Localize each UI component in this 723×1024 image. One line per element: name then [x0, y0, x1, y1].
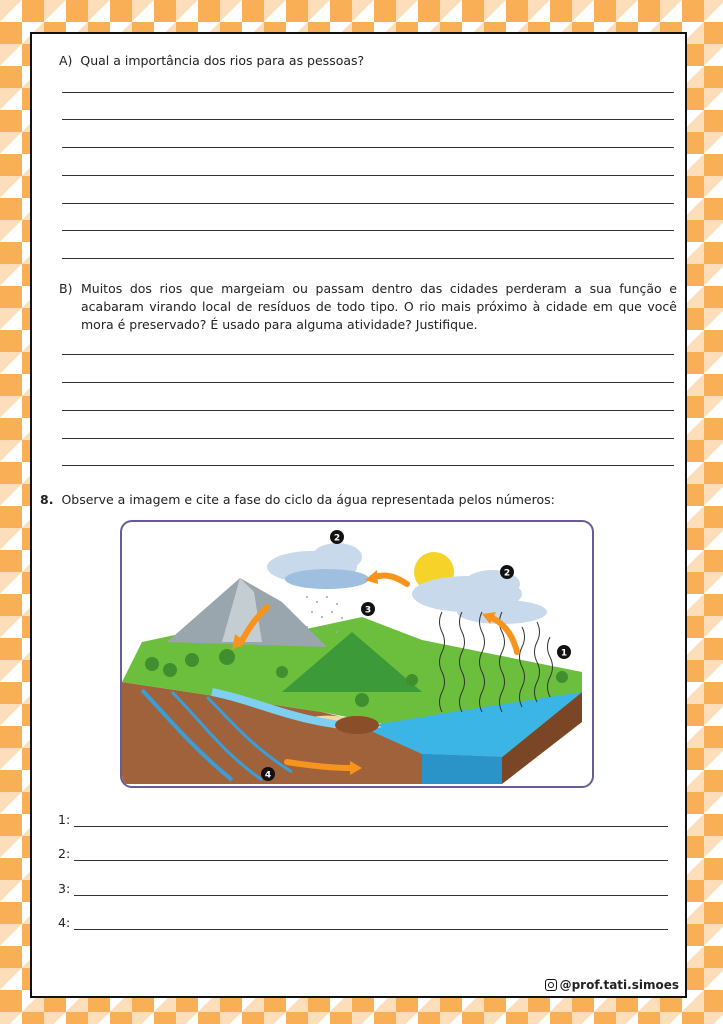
answer-line[interactable] — [62, 175, 674, 176]
answer-line[interactable] — [62, 119, 674, 120]
answer-label: 4: — [58, 915, 71, 930]
answer-row-3[interactable] — [58, 879, 668, 899]
author-handle: @prof.tati.simoes — [559, 978, 679, 992]
rain-cloud — [285, 569, 369, 589]
question-b — [59, 280, 677, 334]
answer-line[interactable] — [74, 860, 668, 861]
marker-2 — [330, 530, 344, 544]
instagram-icon — [545, 979, 557, 991]
marker-2b — [500, 565, 514, 579]
answer-row-1[interactable] — [58, 810, 668, 830]
rocks — [335, 716, 379, 734]
water-cycle-illustration — [120, 520, 594, 788]
answer-row-2[interactable] — [58, 844, 668, 864]
question-8-number: 8. — [40, 492, 54, 507]
answer-line[interactable] — [62, 382, 674, 383]
question-a-text: Qual a importância dos rios para as pessoas? — [80, 53, 365, 68]
answer-line[interactable] — [74, 826, 668, 827]
marker-4-label: 4 — [264, 770, 272, 781]
question-b-text: Muitos dos rios que margeiam ou passam dentro das cidades perderam a sua função e acabaram virando local de resíduos de todo tipo. O rio mais próximo à cidade em que você mora é preservado? É usado para alguma atividade? Justifique. — [81, 281, 677, 332]
answer-label: 3: — [58, 881, 71, 896]
answer-line[interactable] — [62, 438, 674, 439]
question-b-label: B) — [59, 281, 73, 296]
answer-line[interactable] — [62, 230, 674, 231]
question-8 — [40, 492, 555, 507]
marker-1-label: 1 — [560, 648, 568, 659]
answer-line[interactable] — [62, 203, 674, 204]
answer-label: 1: — [58, 812, 71, 827]
answer-line[interactable] — [62, 92, 674, 93]
answer-line[interactable] — [62, 354, 674, 355]
answer-label: 2: — [58, 846, 71, 861]
worksheet-page — [30, 32, 687, 998]
answer-line[interactable] — [62, 410, 674, 411]
water-cycle-svg — [122, 522, 592, 786]
answer-row-4[interactable] — [58, 913, 668, 933]
marker-3-label: 3 — [364, 605, 372, 616]
question-8-text: Observe a imagem e cite a fase do ciclo da água representada pelos números: — [61, 492, 555, 507]
marker-3 — [361, 602, 375, 616]
marker-2b-label: 2 — [503, 568, 511, 579]
answer-line[interactable] — [74, 895, 668, 896]
answer-line[interactable] — [62, 258, 674, 259]
answer-line[interactable] — [62, 147, 674, 148]
question-a — [59, 52, 364, 70]
question-a-label: A) — [59, 53, 73, 68]
marker-1 — [557, 645, 571, 659]
ocean-depth — [422, 754, 502, 784]
author-credit — [545, 978, 679, 992]
marker-4 — [261, 767, 275, 781]
answer-line[interactable] — [74, 929, 668, 930]
marker-2-label: 2 — [333, 533, 341, 544]
answer-line[interactable] — [62, 465, 674, 466]
